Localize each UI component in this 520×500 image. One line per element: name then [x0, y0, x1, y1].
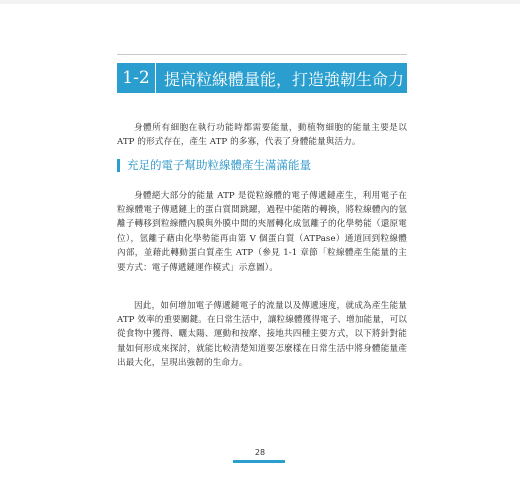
section-marker-bar: [117, 159, 120, 172]
frame-top-line: [117, 54, 407, 55]
chapter-title: 提高粒線體量能，打造強韌生命力: [164, 69, 405, 89]
paragraph-intro: 身體所有細胞在執行功能時都需要能量，動植物細胞的能量主要是以 ATP 的形式存在，產生 ATP 的多寡，代表了身體能量與活力。: [117, 122, 407, 147]
page-number-underline: [233, 460, 285, 463]
paragraph-electron-chain: 身體絕大部分的能量 ATP 是從粒線體的電子傳遞鏈產生，利用電子在粒線體電子傳遞鏈上的蛋白質間跳躍，過程中能階的轉換，將粒線體內的氫離子轉移到粒線體內膜與外膜中間的夾層轉化成氫離子的化學勢能（還原電位），氫離子藉由化學勢能再由第 V 個蛋白質（ATPase）通道回到粒線體內部，並藉此轉動蛋白質產生 ATP（參見 1-1 章節「粒線體產生能量的主要方式：電子傳遞鏈運作模式」示意圖）。: [117, 190, 407, 273]
section-heading: [117, 157, 407, 173]
top-rule: [0, 0, 520, 4]
section-heading-text: 充足的電子幫助粒線體產生滿滿能量: [127, 158, 311, 172]
chapter-banner: [117, 63, 407, 93]
chapter-number: 1-2: [117, 63, 156, 93]
page-number: 28: [254, 448, 266, 457]
paragraph-energy-methods: 因此，如何增加電子傳遞鏈電子的流量以及傳遞速度，就成為產生能量 ATP 效率的重要關鍵。在日常生活中，讓粒線體獲得電子、增加能量，可以從食物中獲得、曬太陽、運動和按摩、接地共四種主要方式，以下將針對能量如何形成來探討，就能比較清楚知道要怎麼樣在日常生活中將身體能量產出最大化，呈現出強韌的生命力。: [117, 300, 407, 369]
